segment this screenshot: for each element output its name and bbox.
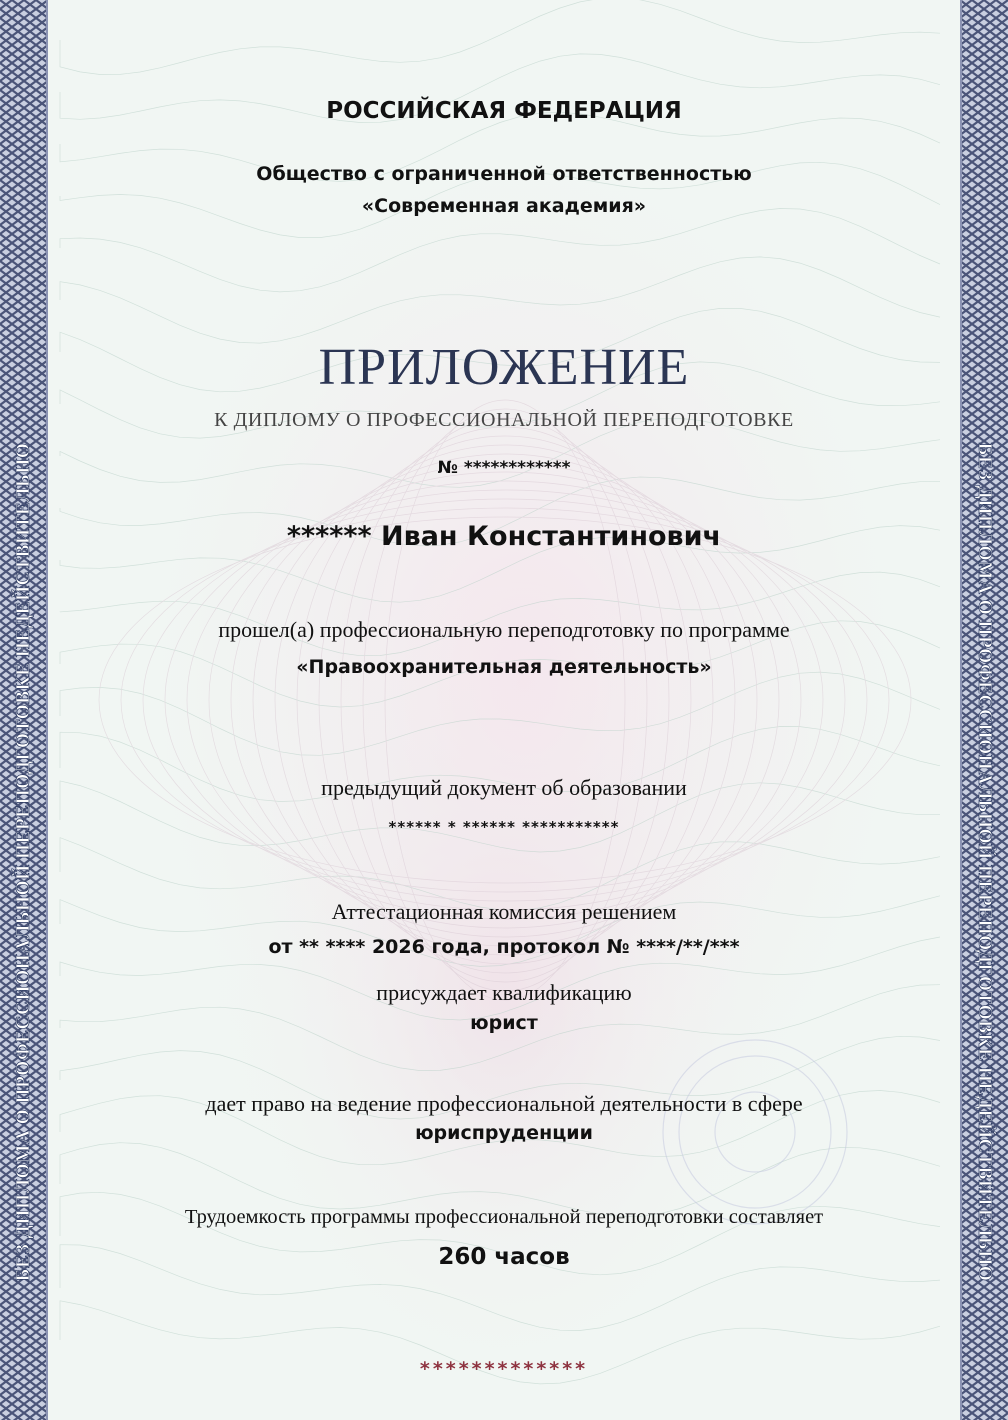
right-border-caption: БЕЗ ДИПЛОМА О ПРОФЕССИОНАЛЬНОЙ ПЕРЕПОДГОТОВКЕ НЕДЕЙСТВИТЕЛЬНО [974,442,995,1282]
left-border-caption: БЕЗ ДИПЛОМА О ПРОФЕССИОНАЛЬНОЙ ПЕРЕПОДГОТОВКЕ НЕДЕЙСТВИТЕЛЬНО [13,442,34,1282]
rights-line: дает право на ведение профессиональной деятельности в сфере [205,1091,803,1116]
commission-line-3: присуждает квалификацию [376,980,632,1005]
organization-line-1: Общество с ограниченной ответственностью [256,163,752,185]
commission-protocol: от ** **** 2026 года, протокол № ****/**/*** [268,936,740,958]
previous-document-value: ****** * ****** *********** [388,818,620,836]
previous-document-label: предыдущий документ об образовании [321,775,687,800]
holder-name: ****** Иван Константинович [286,521,722,552]
commission-line-1: Аттестационная комиссия решением [331,899,677,924]
document-subtitle: К ДИПЛОМУ О ПРОФЕССИОНАЛЬНОЙ ПЕРЕПОДГОТОВКЕ [214,409,794,431]
hours-label: Трудоемкость программы профессиональной переподготовки составляет [184,1206,824,1228]
document-title: ПРИЛОЖЕНИЕ [318,339,690,396]
program-name: «Правоохранительная деятельность» [296,656,712,678]
program-intro: прошел(а) профессиональную переподготовку по программе [218,617,790,642]
country-heading: РОССИЙСКАЯ ФЕДЕРАЦИЯ [326,98,682,124]
organization-line-2: «Современная академия» [361,195,647,217]
diploma-number: № ************ [437,458,571,478]
rights-field: юриспруденции [415,1122,593,1144]
hours-value: 260 часов [438,1244,570,1270]
serial-number: ************* [419,1358,589,1380]
qualification: юрист [470,1012,538,1034]
